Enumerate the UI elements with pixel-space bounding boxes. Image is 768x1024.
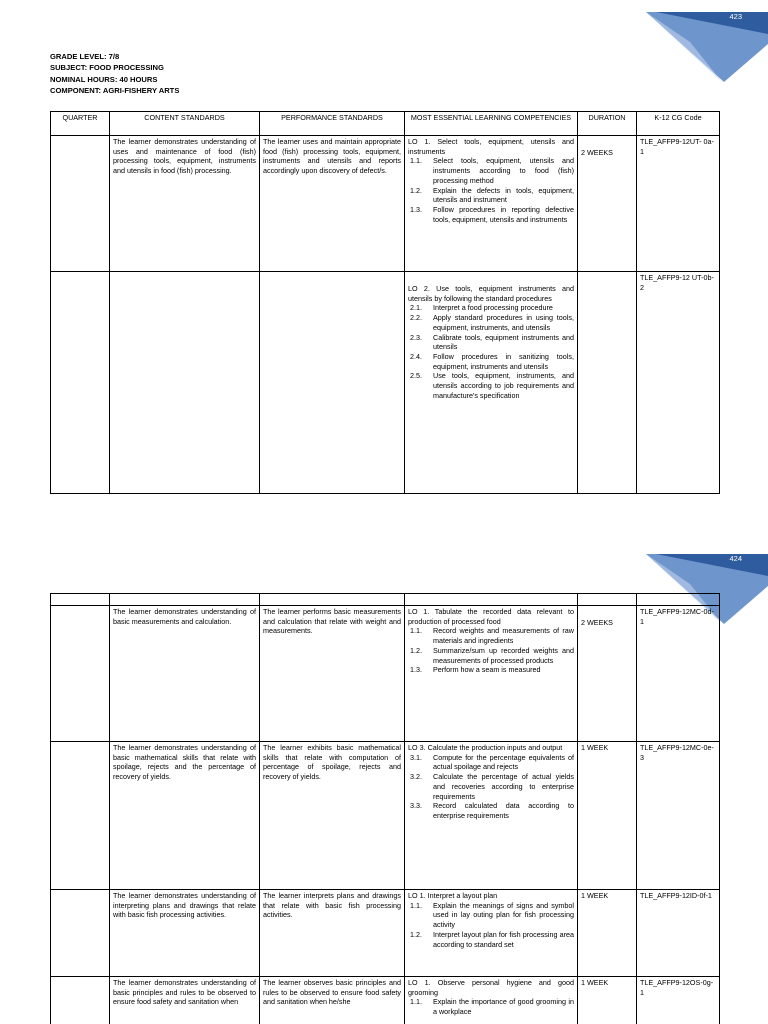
- lo-title: LO 1. Observe personal hygiene and good grooming: [408, 978, 574, 997]
- content-standard: The learner demonstrates understanding of basic principles and rules to be observed to ensure food safety and sanitation when: [110, 977, 260, 1024]
- cg-code: TLE_AFFP9-12OS-0g-1: [637, 977, 720, 1024]
- cg-code: TLE_AFFP9-12 UT-0b-2: [637, 272, 720, 494]
- competency-cell: [405, 136, 578, 272]
- competency-cell: [405, 272, 578, 494]
- table-row: [51, 742, 720, 890]
- competency-cell: [405, 742, 578, 890]
- list-item: 1.1. Explain the importance of good grooming in a workplace: [410, 997, 574, 1017]
- grade-level: GRADE LEVEL: 7/8: [50, 52, 120, 61]
- table-row: [51, 272, 720, 494]
- competency-cell: [405, 977, 578, 1024]
- course-meta: [50, 51, 179, 97]
- duration: 1 WEEK: [578, 890, 637, 977]
- quarter-cell: [51, 272, 110, 494]
- duration: 2 WEEKS: [578, 136, 637, 272]
- list-item: 1.1. Record weights and measurements of raw materials and ingredients: [410, 626, 574, 646]
- lo-title: LO 1. Interpret a layout plan: [408, 891, 498, 900]
- header-quarter: QUARTER: [51, 112, 110, 136]
- cg-code: TLE_AFFP9-12UT- 0a-1: [637, 136, 720, 272]
- lo-title: LO 3. Calculate the production inputs and output: [408, 743, 563, 752]
- nominal-hours: NOMINAL HOURS: 40 HOURS: [50, 74, 158, 84]
- performance-standard: The learner uses and maintain appropriate food (fish) processing tools, equipment, instruments and utensils and reports accordingly upon discovery of defect/s.: [260, 136, 405, 272]
- cg-code: TLE_AFFP9-12MC-0e-3: [637, 742, 720, 890]
- header-performance-standards: PERFORMANCE STANDARDS: [260, 112, 405, 136]
- header-melc: MOST ESSENTIAL LEARNING COMPETENCIES: [405, 112, 578, 136]
- list-item: 1.2. Explain the defects in tools, equipment, utensils and instrument: [410, 185, 574, 205]
- page-number: 423: [729, 12, 742, 21]
- list-item: 3.1. Compute for the percentage equivalents of actual spoilage and rejects: [410, 752, 574, 772]
- content-standard: The learner demonstrates understanding of basic measurements and calculation.: [110, 606, 260, 742]
- subject: SUBJECT: FOOD PROCESSING: [50, 63, 164, 73]
- performance-standard: The learner performs basic measurements and calculation that relate with weight and measurements.: [260, 606, 405, 742]
- quarter-cell: [51, 890, 110, 977]
- cg-code: TLE_AFFP9-12ID-0f-1: [637, 890, 720, 977]
- list-item: 1.3. Follow procedures in reporting defective tools, equipment, utensils and instruments: [410, 204, 574, 224]
- curriculum-table: [50, 111, 720, 494]
- content-standard: The learner demonstrates understanding of basic mathematical skills that relate with spoilage, rejects and the percentage of recovery of yields.: [110, 742, 260, 890]
- lo-title: LO 1. Select tools, equipment, utensils and instruments: [408, 137, 574, 156]
- competency-cell: [405, 606, 578, 742]
- list-item: 1.2. Interpret layout plan for fish processing area according to standard set: [410, 929, 574, 949]
- content-standard: The learner demonstrates understanding of interpreting plans and drawings that relate with basic fish processing activities.: [110, 890, 260, 977]
- header-cg-code: K-12 CG Code: [637, 112, 720, 136]
- lo-title: LO 1. Tabulate the recorded data relevant to production of processed food: [408, 607, 574, 626]
- curriculum-table: [50, 593, 720, 1024]
- duration: [578, 272, 637, 494]
- quarter-cell: [51, 136, 110, 272]
- table-row: [51, 977, 720, 1024]
- page-424: [0, 540, 768, 1024]
- lo-title: LO 2. Use tools, equipment instruments and utensils by following the standard procedures: [408, 284, 574, 303]
- performance-standard: The learner observes basic principles and rules to be observed to ensure food safety and sanitation when he/she: [260, 977, 405, 1024]
- table-header-row: [51, 112, 720, 136]
- list-item: 1.2. Summarize/sum up recorded weights and measurements of processed products: [410, 645, 574, 665]
- list-item: 2.4. Follow procedures in sanitizing tools, equipment, instruments and utensils: [410, 351, 574, 371]
- list-item: 2.2. Apply standard procedures in using tools, equipment, instruments, and utensils: [410, 313, 574, 332]
- list-item: 2.5. Use tools, equipment, instruments, and utensils according to job requirements and manufacture's specification: [410, 371, 574, 400]
- performance-standard: [260, 272, 405, 494]
- content-standard: The learner demonstrates understanding of uses and maintenance of food (fish) processing tools, equipment, instruments and utensils in food (fish) processing.: [110, 136, 260, 272]
- list-item: 3.2. Calculate the percentage of actual yields and recoveries according to enterprise requirements: [410, 772, 574, 801]
- list-item: 2.1. Interpret a food processing procedure: [410, 303, 553, 313]
- duration: 1 WEEK: [578, 742, 637, 890]
- header-duration: DURATION: [578, 112, 637, 136]
- table-row: [51, 136, 720, 272]
- table-row: [51, 890, 720, 977]
- table-header-row: [51, 594, 720, 606]
- list-item: 1.1. Explain the meanings of signs and symbol used in lay outing plan for fish processing activity: [410, 900, 574, 930]
- duration: 1 WEEK: [578, 977, 637, 1024]
- cg-code: TLE_AFFP9-12MC-0d-1: [637, 606, 720, 742]
- content-standard: [110, 272, 260, 494]
- list-item: 3.3. Record calculated data according to enterprise requirements: [410, 801, 574, 820]
- quarter-cell: [51, 742, 110, 890]
- quarter-cell: [51, 606, 110, 742]
- page-number: 424: [729, 554, 742, 563]
- competency-cell: [405, 890, 578, 977]
- header-content-standards: CONTENT STANDARDS: [110, 112, 260, 136]
- duration: 2 WEEKS: [578, 606, 637, 742]
- performance-standard: The learner interprets plans and drawings that relate with basic fish processing activities.: [260, 890, 405, 977]
- component: COMPONENT: AGRI-FISHERY ARTS: [50, 86, 180, 96]
- quarter-cell: [51, 977, 110, 1024]
- corner-decoration-icon: [646, 12, 768, 82]
- performance-standard: The learner exhibits basic mathematical skills that relate with computation of percentage of spoilage, rejects and recovery of yields.: [260, 742, 405, 890]
- list-item: 1.3. Perform how a seam is measured: [410, 665, 541, 675]
- list-item: 2.3. Calibrate tools, equipment instruments and utensils: [410, 332, 574, 352]
- table-row: [51, 606, 720, 742]
- list-item: 1.1. Select tools, equipment, utensils and instruments according to food (fish) processing method: [410, 156, 574, 185]
